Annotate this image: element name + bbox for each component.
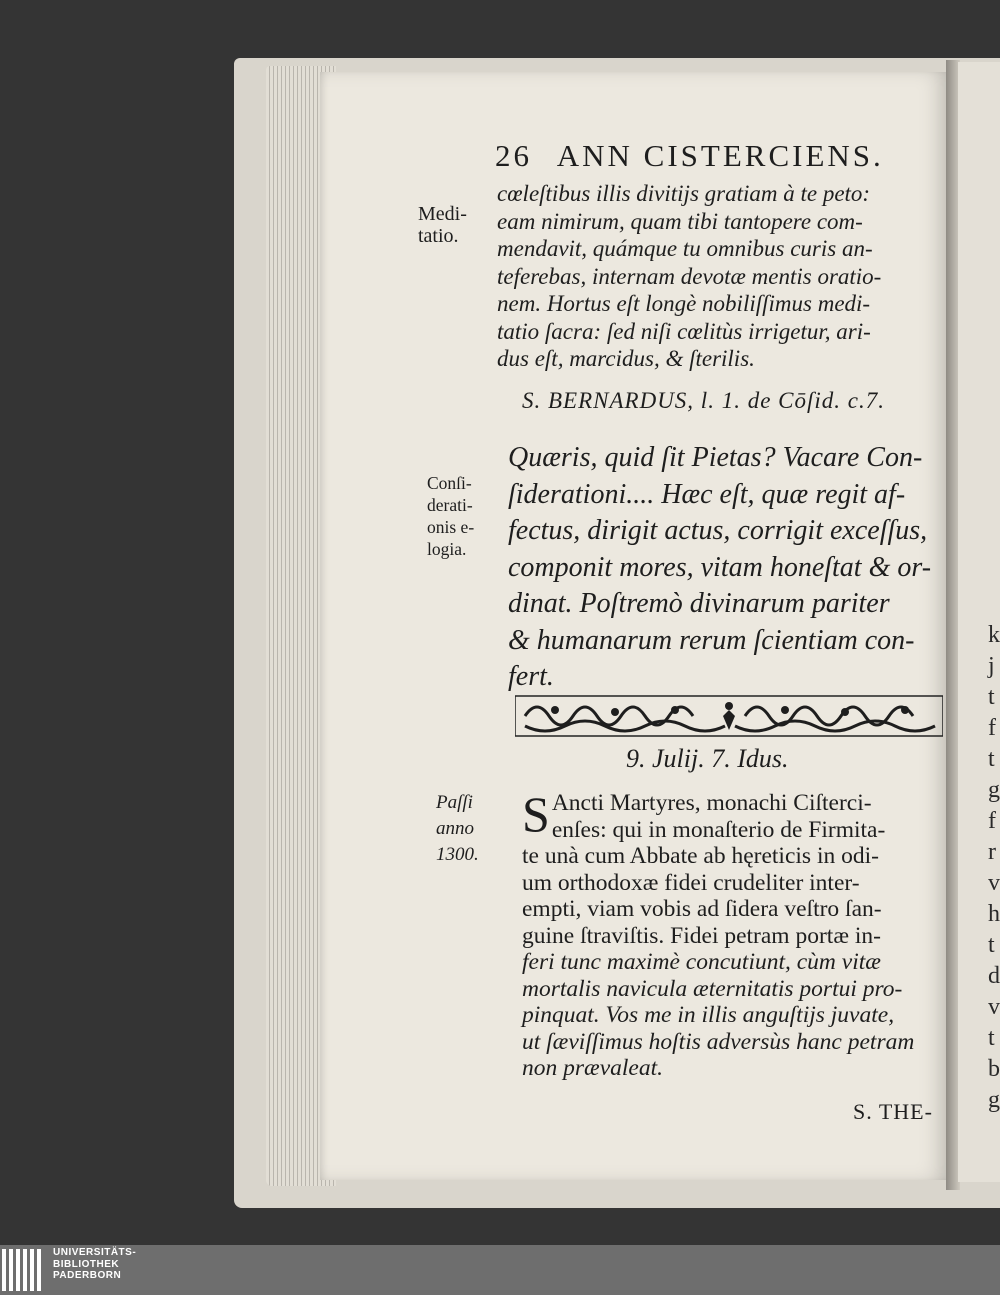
text-line: te unà cum Abbate ab hęreticis in odi- [522,843,879,869]
facing-page-letter: v [988,994,1000,1020]
facing-page-letter: f [988,808,996,834]
page-header [495,138,884,174]
facing-page-letter: g [988,1087,1000,1113]
facing-page-letter: h [988,901,1000,927]
margin-note-line: tatio. [418,225,459,247]
text-line: & humanarum rerum ſcientiam con- [508,624,915,656]
text-line: cœleſtibus illis divitijs gratiam à te peto: [497,181,871,206]
margin-note-line: logia. [427,539,467,559]
text-line: Quæris, quid ſit Pietas? Vacare Con- [508,442,923,473]
text-line: tatio ſacra: ſed niſi cœlitùs irrigetur, ari- [497,318,871,344]
margin-note-line: Paſſi [436,792,473,813]
library-name-line: PADERBORN [53,1270,122,1281]
library-name [53,1247,136,1282]
text-line: eam nimirum, quam tibi tantopere com- [497,208,863,234]
consideration-paragraph [508,440,931,696]
margin-note-line: derati- [427,495,473,515]
text-line: guine ſtraviſtis. Fidei petram portæ in- [522,922,881,949]
text-line: enſes: qui in monaſterio de Firmita- [551,816,886,843]
text-line: empti, viam vobis ad ſidera veſtro ſan- [522,896,882,922]
date-heading: 9. Julij. 7. Idus. [626,744,789,773]
facing-page-letters [988,620,1000,1116]
facing-page-letter: t [988,684,995,710]
text-line: dinat. Poſtremò divinarum pariter [508,588,890,619]
facing-page-letter: j [988,653,995,679]
facing-page-letter: g [988,777,1000,803]
text-line: um orthodoxæ fidei crudeliter inter- [522,869,860,896]
text-line: dus eſt, marcidus, & ſterilis. [497,346,755,371]
text-line: ſiderationi.... Hæc eſt, quæ regit af- [508,478,906,510]
facing-page-letter: d [988,963,1000,989]
library-footer [0,1245,1000,1295]
facing-page-letter: t [988,1025,995,1051]
text-line: nem. Hortus eſt longè nobiliſſimus medi- [497,291,871,316]
meditation-paragraph [497,180,881,373]
margin-note-line: Conſi- [427,473,472,493]
text-line: mendavit, quámque tu omnibus curis an- [497,236,873,261]
citation: S. BERNARDUS, l. 1. de Cōſid. c.7. [522,388,885,413]
library-name-line: UNIVERSITÄTS- [53,1247,137,1258]
drop-cap: S [522,786,550,842]
running-title: ANN CISTERCIENS. [556,138,884,173]
library-name-line: BIBLIOTHEK [53,1258,120,1270]
facing-page-letter: r [988,839,996,865]
margin-note-line: onis e- [427,517,475,537]
facing-page-letter: b [988,1056,1000,1082]
library-bars-logo-icon [2,1245,46,1295]
page-number: 26 [495,138,532,173]
facing-page-letter: k [988,622,1000,648]
facing-page-letter: t [988,932,995,958]
text-line: componit mores, vitam honeſtat & or- [508,551,932,583]
text-line: pinquat. Vos me in illis anguſtijs juvate, [522,1002,895,1028]
martyrs-paragraph [522,786,915,1082]
facing-page-letter: f [988,715,996,741]
catchword: S. THE- [853,1099,933,1124]
text-line: fectus, dirigit actus, corrigit exceſſus, [508,515,928,546]
text-line: teferebas, internam devotæ mentis oratio- [497,263,882,289]
margin-note-meditatio [418,203,467,247]
text-line: feri tunc maximè concutiunt, cùm vitæ [522,949,881,975]
text-line: mortalis navicula æternitatis portui pro- [522,975,903,1002]
margin-note-line: Medi- [418,203,467,225]
text-line: non prævaleat. [522,1055,663,1081]
facing-page-letter: v [988,870,1000,896]
text-line: Ancti Martyres, monachi Ciſterci- [551,790,872,816]
decorative-ornament-band [515,692,943,740]
margin-note-line: anno [436,818,474,839]
text-line: fert. [508,661,554,692]
margin-note-line: 1300. [436,844,479,865]
margin-note-passi [436,790,479,868]
text-line: ut ſæviſſimus hoſtis adversùs hanc petram [522,1028,915,1055]
margin-note-considerationis [427,472,474,560]
facing-page-letter: t [988,746,995,772]
